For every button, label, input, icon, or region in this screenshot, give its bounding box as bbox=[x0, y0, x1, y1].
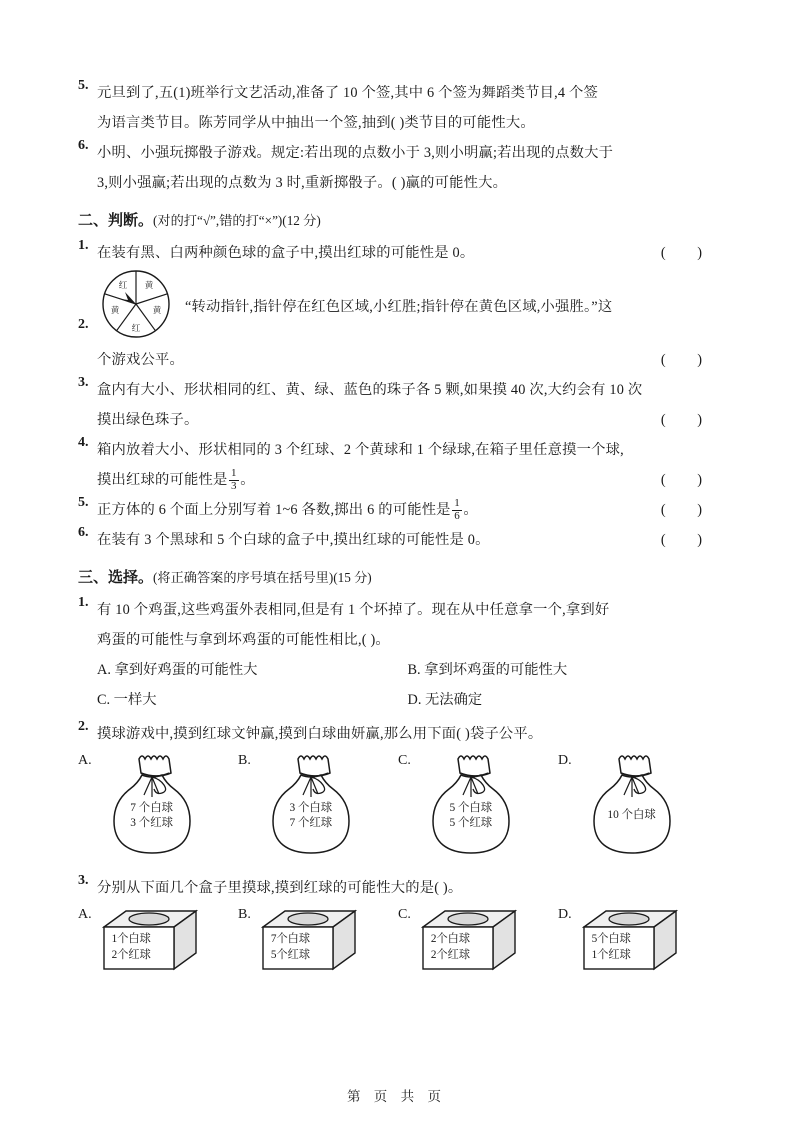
box-option-c[interactable] bbox=[398, 905, 558, 1005]
bag-option-d[interactable] bbox=[558, 751, 718, 871]
choice-q1-option-b[interactable]: B. 拿到坏鸡蛋的可能性大 bbox=[407, 662, 568, 678]
section-heading-true-false bbox=[78, 204, 718, 238]
tf-item-5-text bbox=[97, 495, 478, 525]
svg-text:红: 红 bbox=[118, 280, 128, 290]
svg-text:黄: 黄 bbox=[144, 280, 154, 290]
svg-text:红: 红 bbox=[131, 323, 141, 333]
tf-item-4-text-fragment: 摸出红球的可能性是 bbox=[97, 472, 228, 488]
box-icon bbox=[415, 905, 525, 991]
box-option-b-label: B. bbox=[238, 907, 251, 922]
tf-item-1-text: 在装有黑、白两种颜色球的盒子中,摸出红球的可能性是 0。 bbox=[97, 245, 475, 261]
tf-item-1-answer-brackets[interactable]: ( ) bbox=[660, 245, 716, 261]
tf-item-5-text-fragment: 正方体的 6 个面上分别写着 1~6 各数,掷出 6 的可能性是 bbox=[97, 502, 451, 518]
tf-item-2-continued bbox=[78, 345, 718, 375]
choice-q1-option-c[interactable]: C. 一样大 bbox=[97, 692, 157, 708]
tf-item-5-text-tail: 。 bbox=[463, 502, 478, 518]
bag-option-b-line-1: 3 个白球 bbox=[289, 802, 333, 814]
bag-option-a[interactable] bbox=[78, 751, 238, 871]
tf-item-3 bbox=[78, 375, 718, 405]
tf-item-1 bbox=[78, 238, 718, 268]
bag-option-c[interactable] bbox=[398, 751, 558, 871]
box-option-d[interactable] bbox=[558, 905, 718, 1005]
choice-q2-line-1: 摸球游戏中,摸到红球文钟赢,摸到白球曲妍赢,那么用下面( )袋子公平。 bbox=[97, 726, 543, 742]
choice-q2-bag-options bbox=[78, 751, 718, 871]
box-option-d-line-2: 1个红球 bbox=[591, 949, 631, 961]
tf-item-6 bbox=[78, 525, 718, 555]
choice-q1-options-row-1 bbox=[78, 655, 718, 685]
box-option-a-line-1: 1个白球 bbox=[111, 933, 151, 945]
tf-item-4-text-tail: 。 bbox=[240, 472, 255, 488]
question-6-line-1: 小明、小强玩掷骰子游戏。规定:若出现的点数小于 3,则小明赢;若出现的点数大于 bbox=[97, 145, 614, 161]
tf-item-2-text-line-1: “转动指针,指针停在红色区域,小红胜;指针停在黄色区域,小强胜。”这 bbox=[185, 298, 613, 315]
svg-text:黄: 黄 bbox=[152, 305, 162, 315]
question-5-number: 5. bbox=[78, 78, 89, 93]
tf-item-2-number: 2. bbox=[78, 317, 89, 332]
choice-q1-option-d[interactable]: D. 无法确定 bbox=[407, 692, 483, 708]
tf-item-4-number: 4. bbox=[78, 435, 89, 450]
tf-item-3-continued bbox=[78, 405, 718, 435]
tf-item-4-text-line-2 bbox=[97, 465, 255, 495]
choice-q3-box-options bbox=[78, 905, 718, 1005]
worksheet-content bbox=[78, 78, 718, 1005]
tf-item-6-answer-brackets[interactable]: ( ) bbox=[660, 532, 716, 548]
box-option-a-line-2: 2个红球 bbox=[111, 949, 151, 961]
box-option-a[interactable] bbox=[78, 905, 238, 1005]
tf-item-2-answer-brackets[interactable]: ( ) bbox=[660, 352, 716, 368]
tf-item-3-number: 3. bbox=[78, 375, 89, 390]
question-5-line-1: 元旦到了,五(1)班举行文艺活动,准备了 10 个签,其中 6 个签为舞蹈类节目,4 个签 bbox=[97, 85, 599, 101]
spinner-icon bbox=[97, 268, 175, 340]
spinner-figure bbox=[97, 268, 181, 345]
section-heading-choice bbox=[78, 561, 718, 595]
tf-item-5 bbox=[78, 495, 718, 525]
question-5-line-2: 为语言类节目。陈芳同学从中抽出一个签,抽到( )类节目的可能性大。 bbox=[97, 115, 535, 131]
box-option-c-label: C. bbox=[398, 907, 411, 922]
bag-option-a-line-1: 7 个白球 bbox=[130, 802, 173, 814]
choice-q1 bbox=[78, 595, 718, 625]
tf-item-6-text: 在装有 3 个黑球和 5 个白球的盒子中,摸出红球的可能性是 0。 bbox=[97, 532, 490, 548]
tf-item-2-text-line-2: 个游戏公平。 bbox=[97, 352, 184, 368]
bag-icon bbox=[576, 751, 688, 863]
box-icon bbox=[96, 905, 206, 991]
question-6 bbox=[78, 138, 718, 198]
bag-option-b-line-2: 7 个红球 bbox=[289, 817, 333, 829]
box-option-b[interactable] bbox=[238, 905, 398, 1005]
tf-item-5-answer-brackets[interactable]: ( ) bbox=[660, 502, 716, 518]
choice-q1-line-1: 有 10 个鸡蛋,这些鸡蛋外表相同,但是有 1 个坏掉了。现在从中任意拿一个,拿到好 bbox=[97, 602, 610, 618]
tf-item-5-number: 5. bbox=[78, 495, 89, 510]
fraction-one-third bbox=[229, 468, 239, 492]
choice-q2 bbox=[78, 719, 718, 749]
question-5 bbox=[78, 78, 718, 138]
tf-item-3-text-line-2: 摸出绿色珠子。 bbox=[97, 412, 199, 428]
section-two-title: 二、判断。 bbox=[78, 213, 154, 229]
choice-q3-line-1: 分别从下面几个盒子里摸球,摸到红球的可能性大的是( )。 bbox=[97, 880, 463, 896]
bag-option-a-label: A. bbox=[78, 753, 92, 768]
choice-q1-line-2: 鸡蛋的可能性与拿到坏鸡蛋的可能性相比,( )。 bbox=[97, 632, 390, 648]
fraction-numerator: 1 bbox=[454, 496, 460, 509]
fraction-denominator: 6 bbox=[454, 509, 460, 522]
section-two-subtitle: (对的打“√”,错的打“×”)(12 分) bbox=[153, 213, 321, 228]
bag-option-d-label: D. bbox=[558, 753, 572, 768]
bag-option-d-line-1: 10 个白球 bbox=[607, 809, 656, 821]
tf-item-2 bbox=[78, 268, 718, 345]
box-option-d-label: D. bbox=[558, 907, 572, 922]
bag-icon bbox=[255, 751, 367, 863]
bag-option-c-label: C. bbox=[398, 753, 411, 768]
choice-q3-number: 3. bbox=[78, 873, 89, 888]
tf-item-6-number: 6. bbox=[78, 525, 89, 540]
choice-q3 bbox=[78, 873, 718, 903]
tf-item-4-answer-brackets[interactable]: ( ) bbox=[660, 472, 716, 488]
question-6-number: 6. bbox=[78, 138, 89, 153]
bag-option-b[interactable] bbox=[238, 751, 398, 871]
bag-option-b-label: B. bbox=[238, 753, 251, 768]
bag-option-c-line-1: 5 个白球 bbox=[449, 802, 493, 814]
fraction-denominator: 3 bbox=[230, 479, 237, 492]
section-three-title: 三、选择。 bbox=[78, 570, 154, 586]
bag-option-a-line-2: 3 个红球 bbox=[130, 817, 173, 829]
tf-item-1-number: 1. bbox=[78, 238, 89, 253]
choice-q1-options-row-2 bbox=[78, 685, 718, 715]
box-option-b-line-1: 7个白球 bbox=[270, 933, 311, 945]
choice-q2-number: 2. bbox=[78, 719, 89, 734]
bag-icon bbox=[415, 751, 527, 863]
box-icon bbox=[576, 905, 686, 991]
fraction-one-sixth bbox=[452, 498, 462, 522]
box-option-b-line-2: 5个红球 bbox=[270, 949, 311, 961]
tf-item-3-text-line-1: 盒内有大小、形状相同的红、黄、绿、蓝色的珠子各 5 颗,如果摸 40 次,大约会有 10 次 bbox=[97, 382, 643, 398]
tf-item-3-answer-brackets[interactable]: ( ) bbox=[660, 412, 716, 428]
box-option-d-line-1: 5个白球 bbox=[591, 933, 631, 945]
choice-q1-number: 1. bbox=[78, 595, 89, 610]
bag-icon bbox=[96, 751, 208, 863]
box-option-a-label: A. bbox=[78, 907, 92, 922]
section-three-subtitle: (将正确答案的序号填在括号里)(15 分) bbox=[153, 570, 372, 585]
question-6-line-2: 3,则小强赢;若出现的点数为 3 时,重新掷骰子。( )赢的可能性大。 bbox=[97, 175, 508, 191]
bag-option-c-line-2: 5 个红球 bbox=[449, 817, 493, 829]
page-footer: 第 页 共 页 bbox=[346, 1089, 447, 1104]
box-option-c-line-1: 2个白球 bbox=[430, 933, 471, 945]
tf-item-4 bbox=[78, 435, 718, 465]
box-option-c-line-2: 2个红球 bbox=[430, 949, 471, 961]
choice-q1-option-a[interactable]: A. 拿到好鸡蛋的可能性大 bbox=[97, 662, 258, 678]
tf-item-4-continued bbox=[78, 465, 718, 495]
box-icon bbox=[255, 905, 365, 991]
svg-text:黄: 黄 bbox=[110, 305, 120, 315]
tf-item-4-text-line-1: 箱内放着大小、形状相同的 3 个红球、2 个黄球和 1 个绿球,在箱子里任意摸一个球, bbox=[97, 442, 624, 458]
fraction-numerator: 1 bbox=[230, 466, 237, 479]
